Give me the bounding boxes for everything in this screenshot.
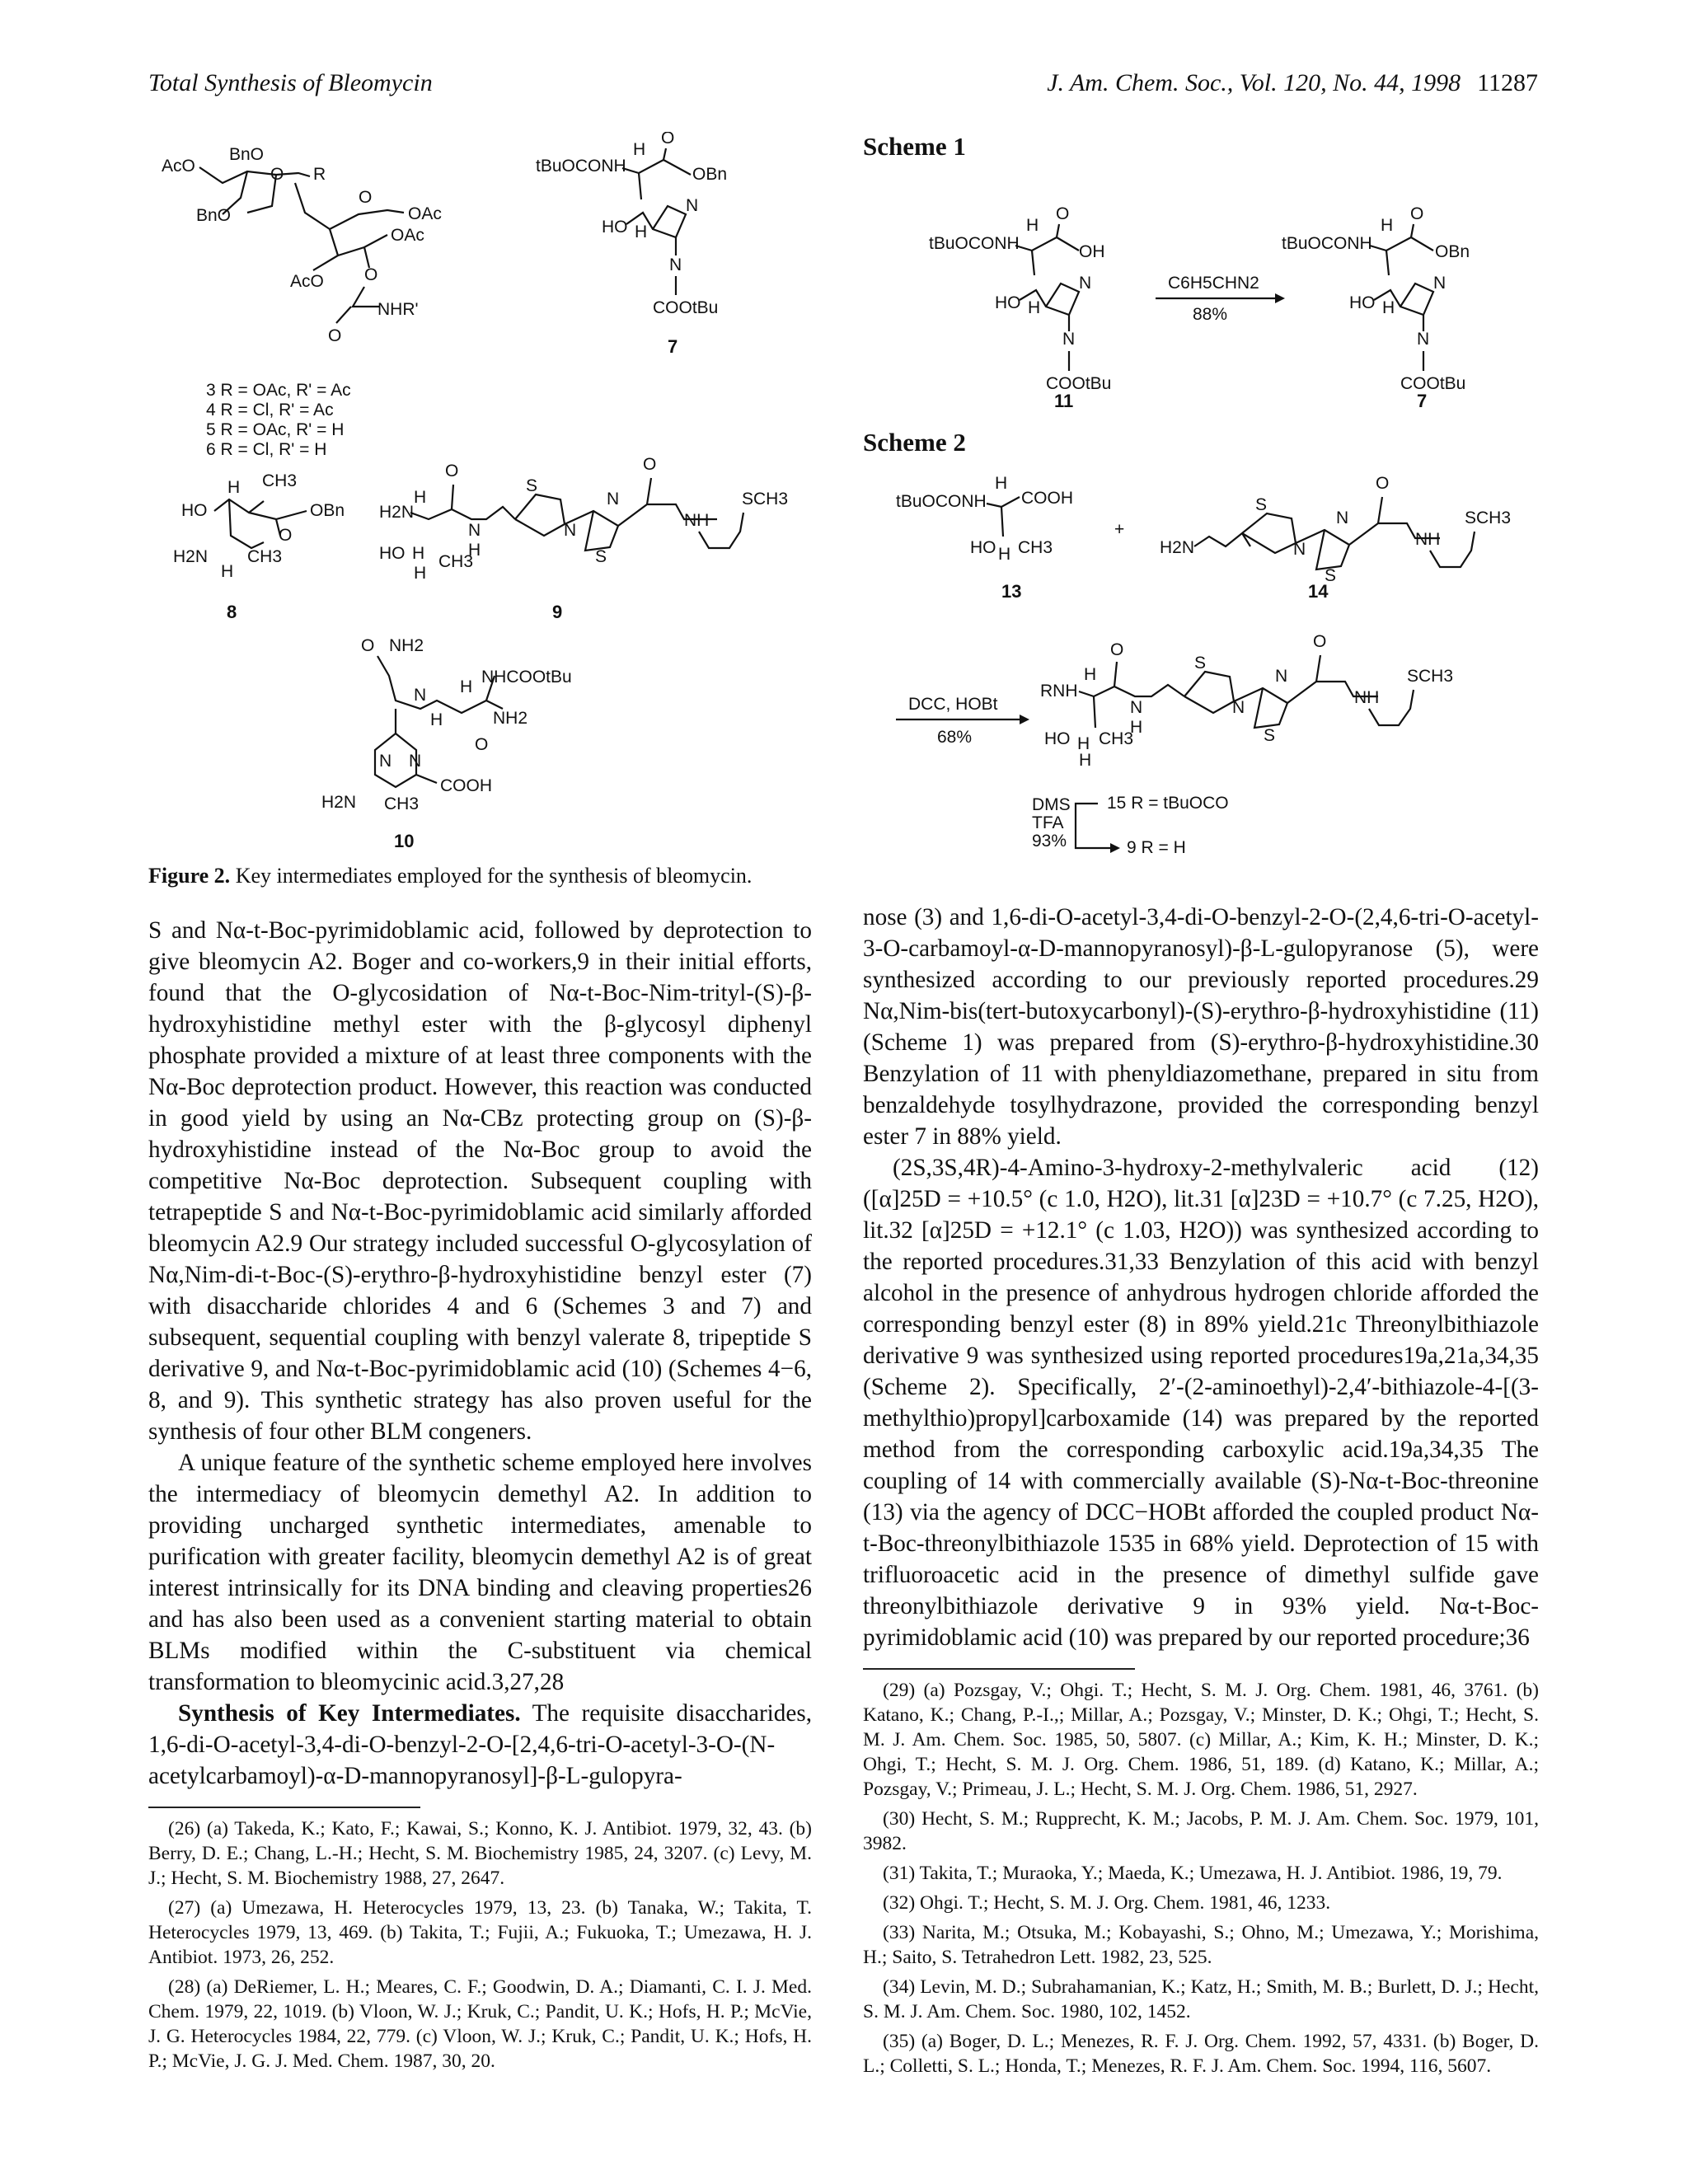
svg-text:S: S (1194, 654, 1207, 673)
svg-text:H: H (221, 562, 234, 581)
compound-14-structure (1160, 474, 1511, 585)
figure-2-caption (148, 862, 812, 890)
running-header-journal (1047, 69, 1538, 97)
svg-text:H: H (1084, 665, 1097, 684)
svg-text:N: N (1062, 330, 1076, 349)
svg-text:O: O (1376, 474, 1390, 493)
label-8: 8 (227, 602, 237, 622)
scheme-1-title: Scheme 1 (863, 132, 966, 161)
svg-text:AcO: AcO (290, 272, 324, 291)
svg-text:H: H (414, 564, 427, 583)
scheme-2-plus: + (1114, 520, 1125, 539)
section-heading-key-intermediates: Synthesis of Key Intermediates. (178, 1699, 521, 1727)
references-left (148, 1816, 812, 2074)
journal-citation: J. Am. Chem. Soc., Vol. 120, No. 44, 1998 (1047, 69, 1461, 96)
svg-text:tBuOCONH: tBuOCONH (536, 157, 626, 176)
svg-text:N: N (686, 196, 699, 215)
running-header-title: Total Synthesis of Bleomycin (148, 69, 433, 96)
svg-text:N: N (1079, 274, 1092, 293)
svg-text:HO: HO (970, 538, 996, 557)
svg-text:OBn: OBn (692, 165, 728, 184)
svg-text:SCH3: SCH3 (742, 490, 789, 509)
svg-text:N: N (1275, 667, 1288, 686)
scheme-1-arrowhead (1275, 293, 1285, 303)
svg-text:tBuOCONH: tBuOCONH (929, 234, 1020, 253)
svg-text:H: H (635, 223, 648, 241)
svg-text:O: O (1313, 632, 1327, 651)
svg-text:N: N (1130, 698, 1143, 717)
label-6: 6 R = Cl, R' = H (206, 440, 327, 459)
svg-text:H2N: H2N (321, 793, 357, 812)
svg-text:O: O (661, 132, 675, 148)
svg-text:N: N (669, 255, 682, 274)
svg-text:H: H (1079, 751, 1092, 770)
svg-text:SCH3: SCH3 (1465, 509, 1512, 527)
scheme-1-label-11: 11 (1054, 391, 1074, 407)
footnote-rule-right (863, 1668, 1135, 1670)
svg-text:H2N: H2N (1160, 538, 1195, 557)
svg-text:S: S (1255, 495, 1268, 514)
compound-13-structure (896, 474, 1073, 564)
svg-text:CH3: CH3 (384, 794, 420, 813)
compound-11-structure (929, 204, 1111, 393)
svg-text:H: H (412, 544, 425, 563)
svg-text:H: H (998, 545, 1011, 564)
disaccharide-structure (162, 145, 442, 345)
right-paragraph-2: (2S,3S,4R)-4-Amino-3-hydroxy-2-methylvaleric acid (12) ([α]25D = +10.5° (c 1.0, H2O), lit.31 [α]23D = +10.7° (c 7.25, H2O), lit.32 [α]25D = +12.1° (c 1.03, H2O)) was synthesized according to the reported procedures.31,33 Benzylation of this acid with benzyl alcohol in the presence of anhydrous hydrogen chloride afforded the corresponding benzyl ester (8) in 89% yield.21c Threonylbithiazole derivative 9 was synthesized using reported procedures19a,21a,34,35 (Scheme 2). Specifically, 2′-(2-aminoethyl)-2,4′-bithiazole-4-[(3-methylthio)propyl]carboxamide (14) was prepared by the reported method from the corresponding carboxylic acid.19a,34,35 The coupling of 14 with commercially available (S)-Nα-t-Boc-threonine (13) via the agency of DCC−HOBt afforded the coupled product Nα-t-Boc-threonylbithiazole 1535 in 68% yield. Deprotection of 15 with trifluoroacetic acid in the presence of dimethyl sulfide gave threonylbithiazole derivative 9 in 93% yield. Nα-t-Boc-pyrimidoblamic acid (10) was prepared by our reported procedure;36 (863, 1155, 1539, 1651)
scheme-2-label-13: 13 (1001, 581, 1022, 602)
svg-text:SCH3: SCH3 (1407, 667, 1454, 686)
svg-text:H: H (1077, 734, 1090, 753)
scheme-1 (863, 168, 1539, 407)
reference-30: (30) Hecht, S. M.; Rupprecht, K. M.; Jacobs, P. M. J. Am. Chem. Soc. 1979, 101, 3982. (863, 1808, 1539, 1854)
left-paragraph-1: S and Nα-t-Boc-pyrimidoblamic acid, followed by deprotection to give bleomycin A2. Boger and co-workers,9 in their initial efforts, found that the O-glycosidation of Nα-t-Boc-Nim-trityl-(S)-β-hydroxyhistidine methyl ester with the β-glycosyl diphenyl phosphate provided a mixture of at least three components with the Nα-Boc deprotection product. However, this reaction was conducted in good yield by using an Nα-CBz protecting group on (S)-β-hydroxyhistidine instead of the Nα-Boc group to avoid the competitive Nα-Boc deprotection. Subsequent coupling with tetrapeptide S and Nα-t-Boc-pyrimidoblamic acid similarly afforded bleomycin A2.9 Our strategy included successful O-glycosylation of Nα,Nim-di-t-Boc-(S)-erythro-β-hydroxyhistidine benzyl ester (7) with disaccharide chlorides 4 and 6 (Schemes 3 and 7) and subsequent, sequential coupling with benzyl valerate 8, tripeptide S derivative 9, and Nα-t-Boc-pyrimidoblamic acid (10) (Schemes 4−6, 8, and 9). This synthetic strategy has also proven useful for the synthesis of four other BLM congeners. (148, 916, 812, 1445)
svg-text:N: N (379, 752, 392, 771)
references-right (863, 1678, 1539, 2079)
svg-text:OH: OH (1079, 242, 1105, 261)
svg-text:COOtBu: COOtBu (1046, 374, 1112, 393)
svg-text:H: H (468, 541, 481, 560)
footnote-rule-left (148, 1807, 420, 1808)
svg-text:H: H (460, 677, 473, 696)
svg-text:H2N: H2N (379, 503, 415, 522)
svg-text:BnO: BnO (229, 145, 265, 164)
svg-text:CH3: CH3 (1018, 538, 1053, 557)
scheme-1-yield: 88% (1193, 305, 1228, 324)
reference-31: (31) Takita, T.; Muraoka, Y.; Maeda, K.; Umezawa, H. J. Antibiot. 1986, 19, 79. (883, 1863, 1503, 1884)
svg-text:NH2: NH2 (493, 709, 528, 728)
left-column (148, 132, 812, 2079)
svg-text:BnO: BnO (196, 206, 232, 225)
compound-8-structure (173, 471, 345, 581)
reference-28: (28) (a) DeRiemer, L. H.; Meares, C. F.; Goodwin, D. A.; Diamanti, C. I. J. Med. Chem. 1979, 22, 1019. (b) Vloon, W. J.; Kruk, C.; Pandit, U. K.; Hofs, H. P.; McVie, J. G. Heterocycles 1984, 22, 779. (c) Vloon, W. J.; Kruk, C.; Pandit, U. K.; Hofs, H. P.; McVie, J. G. J. Med. Chem. 1987, 30, 20. (148, 1975, 812, 2072)
figure-2-structures (148, 132, 812, 857)
svg-text:HO: HO (602, 218, 628, 237)
deprotection-reagent-tfa: TFA (1032, 813, 1064, 832)
scheme-2-label-14: 14 (1308, 581, 1329, 602)
label-3: 3 R = OAc, R' = Ac (206, 381, 351, 400)
label-4: 4 R = Cl, R' = Ac (206, 401, 334, 419)
svg-text:COOH: COOH (1021, 489, 1073, 508)
svg-text:N: N (607, 490, 620, 509)
compound-10-structure (321, 636, 572, 813)
svg-text:NH2: NH2 (389, 636, 424, 655)
scheme-2-coupling-yield: 68% (937, 728, 973, 747)
svg-text:H: H (414, 488, 427, 507)
label-5: 5 R = OAc, R' = H (206, 420, 345, 439)
compound-9-structure (379, 455, 788, 583)
label-9: 9 (552, 602, 563, 622)
svg-text:N: N (1293, 540, 1306, 559)
svg-text:tBuOCONH: tBuOCONH (1282, 234, 1372, 253)
compound-7-structure (536, 132, 727, 317)
svg-text:HO: HO (181, 501, 208, 520)
svg-text:O: O (359, 188, 373, 207)
scheme-1-compound-7-structure (1282, 204, 1470, 393)
deprotection-step (1032, 794, 1229, 857)
svg-text:H: H (995, 474, 1008, 493)
svg-text:N: N (564, 521, 577, 540)
right-paragraph-1: nose (3) and 1,6-di-O-acetyl-3,4-di-O-benzyl-2-O-(2,4,6-tri-O-acetyl-3-O-carbamoyl-α-D-mannopyranosyl)-β-L-gulopyranose (5), were synthesized according to our previously reported procedures.29 Nα,Nim-bis(tert-butoxycarbonyl)-(S)-erythro-β-hydroxyhistidine (11) (Scheme 1) was prepared from (S)-erythro-β-hydroxyhistidine.30 Benzylation of 11 with phenyldiazomethane, prepared in situ from benzaldehyde tosylhydrazone, provided the corresponding benzyl ester 7 in 88% yield. (863, 904, 1539, 1150)
reference-27: (27) (a) Umezawa, H. Heterocycles 1979, 13, 23. (b) Tanaka, W.; Takita, T. Heterocycles 1979, 13, 469. (b) Takita, T.; Fujii, A.; Fukuoka, T.; Umezawa, H. J. Antibiot. 1973, 26, 252. (148, 1896, 812, 1968)
svg-text:COOH: COOH (440, 776, 492, 795)
svg-text:OBn: OBn (310, 501, 345, 520)
figure-2 (148, 132, 812, 890)
reference-34: (34) Levin, M. D.; Subrahamanian, K.; Katz, H.; Smith, M. B.; Burlett, D. J.; Hecht, S. M. J. Am. Chem. Soc. 1980, 102, 1452. (863, 1976, 1539, 2022)
svg-text:H: H (1026, 216, 1039, 235)
reference-26: (26) (a) Takeda, K.; Kato, F.; Kawai, S.; Konno, K. J. Antibiot. 1979, 32, 43. (b) Berry, D. E.; Chang, L.-H.; Hecht, S. M. Biochemistry 1985, 24, 3207. (c) Levy, M. J.; Hecht, S. M. Biochemistry 1988, 27, 2647. (148, 1817, 812, 1889)
svg-text:N: N (1433, 274, 1447, 293)
left-paragraph-2: A unique feature of the synthetic scheme employed here involves the intermediacy of bleomycin demethyl A2. In addition to providing uncharged synthetic intermediates, amenable to purification with greater facility, bleomycin demethyl A2 is of great interest intrinsically for its DNA binding and cleaving properties26 and has also been used as a convenient starting material to obtain BLMs modified within the C-substituent via chemical transformation to bleomycinic acid.3,27,28 (148, 1449, 812, 1695)
svg-text:AcO: AcO (162, 157, 195, 176)
svg-text:H: H (633, 140, 646, 159)
scheme-2-coupling-reagent: DCC, HOBt (908, 695, 998, 714)
svg-text:S: S (526, 476, 538, 495)
svg-text:O: O (279, 526, 293, 545)
left-paragraph-3 (148, 1698, 812, 1792)
svg-text:O: O (1410, 204, 1424, 223)
scheme-2-arrowhead (1020, 715, 1029, 724)
svg-text:H2N: H2N (173, 547, 209, 566)
page-number: 11287 (1477, 69, 1538, 96)
reference-32: (32) Ohgi. T.; Hecht, S. M. J. Org. Chem. 1981, 46, 1233. (883, 1892, 1331, 1914)
svg-text:OAc: OAc (391, 226, 424, 245)
svg-text:N: N (409, 752, 422, 771)
svg-text:COOtBu: COOtBu (653, 298, 719, 317)
svg-text:CH3: CH3 (1099, 729, 1134, 748)
svg-text:NH: NH (1415, 530, 1441, 549)
svg-text:NH: NH (684, 511, 710, 530)
right-column (863, 132, 1539, 2083)
scheme-2-title: Scheme 2 (863, 428, 966, 457)
svg-text:O: O (475, 735, 489, 754)
svg-text:OBn: OBn (1435, 242, 1470, 261)
scheme-2-label-15: 15 R = tBuOCO (1107, 794, 1229, 813)
svg-text:H: H (1130, 718, 1143, 737)
svg-text:O: O (1110, 640, 1124, 659)
svg-text:COOtBu: COOtBu (1400, 374, 1466, 393)
svg-text:O: O (270, 165, 284, 184)
reference-35: (35) (a) Boger, D. L.; Menezes, R. F. J. Org. Chem. 1992, 57, 4331. (b) Boger, D. L.; Colletti, S. L.; Honda, T.; Menezes, R. F. J. Am. Chem. Soc. 1994, 116, 5607. (863, 2031, 1539, 2077)
svg-text:NHCOOtBu: NHCOOtBu (481, 668, 572, 687)
svg-text:HO: HO (995, 293, 1021, 312)
svg-text:HO: HO (1044, 729, 1071, 748)
svg-text:CH3: CH3 (262, 471, 298, 490)
svg-text:O: O (361, 636, 375, 655)
scheme-2-label-9: 9 R = H (1127, 838, 1186, 857)
svg-text:O: O (328, 326, 342, 345)
svg-text:tBuOCONH: tBuOCONH (896, 492, 987, 511)
svg-text:OAc: OAc (408, 204, 442, 223)
svg-text:N: N (468, 521, 481, 540)
svg-text:CH3: CH3 (438, 552, 474, 571)
svg-text:H: H (1381, 216, 1394, 235)
svg-text:CH3: CH3 (247, 547, 283, 566)
svg-text:RNH: RNH (1040, 682, 1078, 701)
svg-text:S: S (1325, 566, 1337, 585)
figure-2-caption-text: Key intermediates employed for the synthesis of bleomycin. (235, 864, 753, 888)
svg-text:O: O (445, 462, 459, 480)
svg-text:S: S (1264, 726, 1276, 745)
svg-text:O: O (643, 455, 657, 474)
svg-text:N: N (1336, 509, 1349, 527)
svg-text:S: S (595, 547, 607, 566)
svg-text:NHR': NHR' (377, 300, 419, 319)
label-7: 7 (668, 336, 678, 357)
svg-text:N: N (1417, 330, 1430, 349)
scheme-2 (863, 464, 1539, 893)
deprotection-yield: 93% (1032, 832, 1067, 851)
svg-text:H: H (227, 478, 241, 497)
figure-2-caption-label: Figure 2. (148, 864, 231, 888)
scheme-1-reagent: C6H5CHN2 (1168, 274, 1259, 293)
reference-29: (29) (a) Pozsgay, V.; Ohgi. T.; Hecht, S. M. J. Org. Chem. 1981, 46, 3761. (b) Katano, K.; Chang, P.-I.,; Millar, A.; Pozsgay, V.; Minster, D. K.; Ohgi, T.; Hecht, S. M. J. Am. Chem. Soc. 1985, 50, 5807. (c) Millar, A.; Kim, K. H.; Minster, D. K.; Ohgi, T.; Hecht, S. M. J. Org. Chem. 1986, 51, 189. (d) Katano, K.; Millar, A.; Pozsgay, V.; Primeau, J. L.; Hecht, S. M. J. Org. Chem. 1986, 51, 2927. (863, 1680, 1539, 1800)
deprotection-reagent-dms: DMS (1032, 795, 1071, 814)
svg-text:HO: HO (1349, 293, 1376, 312)
label-10: 10 (394, 831, 415, 851)
svg-text:H: H (1028, 298, 1041, 317)
svg-text:NH: NH (1354, 688, 1380, 707)
svg-text:HO: HO (379, 544, 406, 563)
left-paragraph-3-text: The requisite disaccharides, 1,6-di-O-acetyl-3,4-di-O-benzyl-2-O-[2,4,6-tri-O-acetyl-3-O-(N-acetylcarbamoyl)-α-D-mannopyranosyl]-β-L-gulopyra- (148, 1699, 812, 1789)
reference-33: (33) Narita, M.; Otsuka, M.; Kobayashi, S.; Ohno, M.; Umezawa, Y.; Morishima, H.; Saito, S. Tetrahedron Lett. 1982, 23, 525. (863, 1922, 1539, 1968)
svg-text:H: H (430, 710, 443, 729)
compound-15-structure (1040, 632, 1453, 770)
svg-text:O: O (364, 265, 378, 284)
svg-text:H: H (1382, 298, 1395, 317)
svg-text:N: N (414, 686, 427, 705)
svg-text:R: R (313, 165, 326, 184)
svg-text:O: O (1056, 204, 1070, 223)
svg-text:N: N (1232, 698, 1245, 717)
scheme-1-label-7: 7 (1417, 391, 1428, 407)
